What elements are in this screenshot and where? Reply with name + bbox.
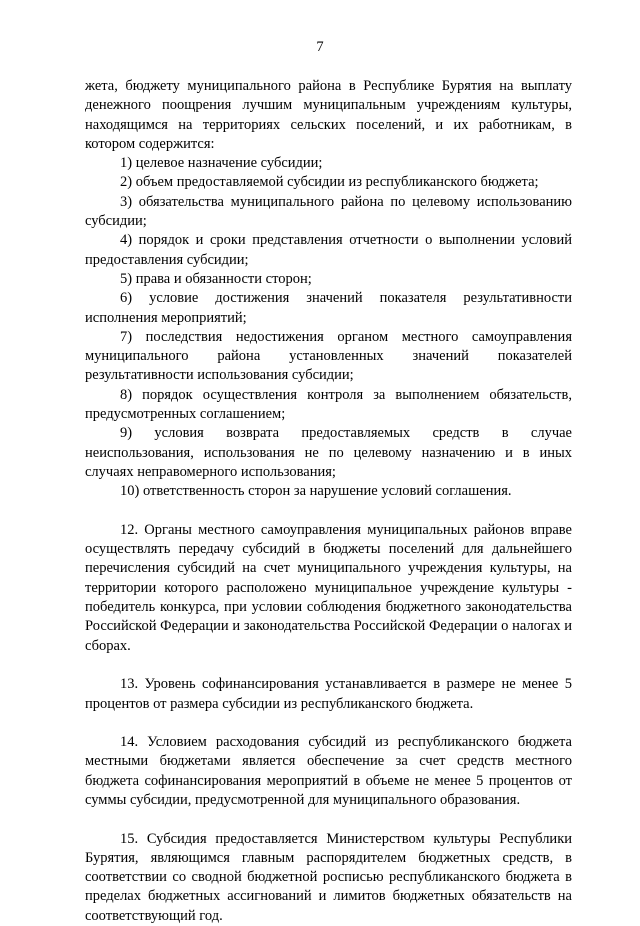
condition-item: 3) обязательства муниципального района по целевому использованию субсидии;	[85, 193, 572, 230]
condition-item: 4) порядок и сроки представления отчетности о выполнении условий предоставления субсидии;	[85, 232, 572, 268]
page-number: 7	[316, 39, 324, 55]
condition-item: 8) порядок осуществления контроля за выполнением обязательств, предусмотренных соглашением;	[85, 386, 572, 423]
condition-item: 1) целевое назначение субсидии;	[120, 155, 323, 172]
clause-15-paragraph: 15. Субсидия предоставляется Министерством культуры Республики Бурятия, являющимся главным распорядителем бюджетных средств, в соответствии со сводной бюджетной росписью республиканского бюджета в пределах бюджетных ассигнований и лимитов бюджетных обязательств на соответствующий год.	[85, 830, 572, 924]
clause-12-paragraph: 12. Органы местного самоуправления муниципальных районов вправе осуществлять передачу субсидий в бюджеты поселений для дальнейшего перечисления субсидий на счет муниципального учреждения культуры, на территории которого расположено муниципальное учреждение культуры - победитель конкурса, при условии соблюдения бюджетного законодательства Российской Федерации и законодательства Российской Федерации о налогах и сборах.	[85, 521, 572, 654]
condition-item: 5) права и обязанности сторон;	[120, 270, 312, 287]
condition-item: 9) условия возврата предоставляемых средств в случае неиспользования, использования не по целевому назначению и в иных случаях неправомерного использования;	[85, 425, 572, 480]
paragraph-gap	[85, 502, 572, 521]
intro-paragraph: жета, бюджету муниципального района в Республике Бурятия на выплату денежного поощрения лучшим муниципальным учреждениям культуры, находящимся на территориях сельских поселений, и их работникам, в котором содержится:	[85, 78, 572, 152]
paragraph-gap	[85, 656, 572, 675]
clause-14-paragraph: 14. Условием расходования субсидий из республиканского бюджета местными бюджетами является обеспечение за счет средств местного бюджета софинансирования мероприятий в объеме не менее 5 процентов от суммы субсидии, предусмотренной для муниципального образования.	[85, 734, 572, 808]
paragraph-gap	[85, 810, 572, 829]
document-body	[85, 77, 572, 926]
condition-item: 2) объем предоставляемой субсидии из республиканского бюджета;	[120, 174, 539, 191]
condition-item: 6) условие достижения значений показателя результативности исполнения мероприятий;	[85, 290, 572, 326]
paragraph-gap	[85, 714, 572, 733]
condition-item: 10) ответственность сторон за нарушение условий соглашения.	[120, 483, 512, 500]
condition-item: 7) последствия недостижения органом местного самоуправления муниципального района установленных значений показателей результативности использования субсидии;	[85, 328, 572, 384]
agreement-conditions-list	[85, 154, 572, 501]
clause-13-paragraph: 13. Уровень софинансирования устанавливается в размере не менее 5 процентов от размера субсидии из республиканского бюджета.	[85, 676, 572, 712]
